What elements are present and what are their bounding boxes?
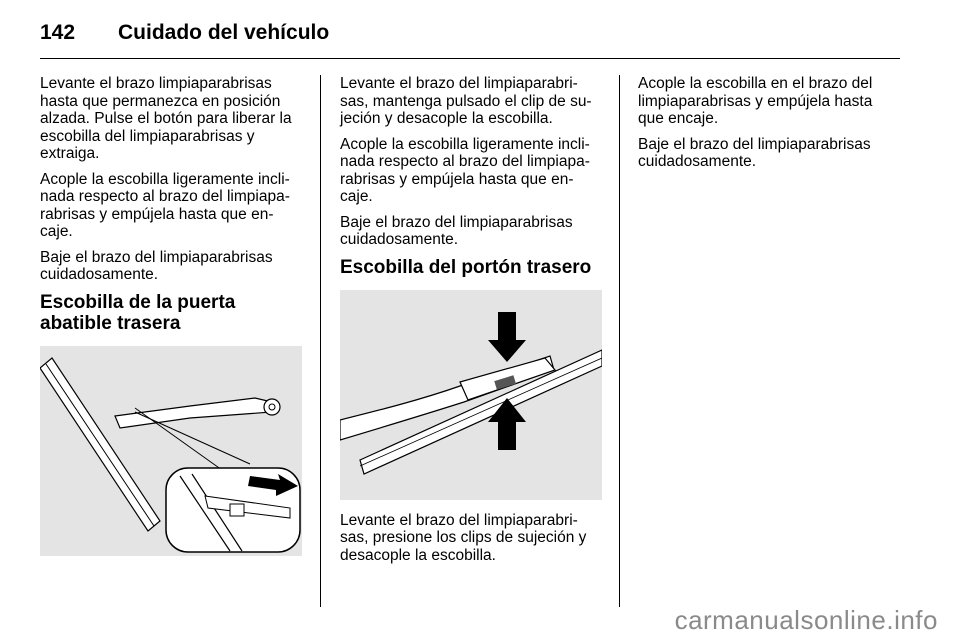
section-heading: Escobilla del portón trasero xyxy=(340,256,592,278)
paragraph: Levante el brazo del limpiaparabri-sas, presione los clips de sujeción y desacople la escobilla. xyxy=(340,511,587,564)
paragraph: Acople la escobilla en el brazo del limpiaparabrisas y empújela hasta que encaje. xyxy=(638,75,873,127)
paragraph: Acople la escobilla ligeramente incli-nada respecto al brazo del limpiapa-rabrisas y empújela hasta que en-caje. xyxy=(40,170,290,240)
page-header xyxy=(40,12,900,59)
paragraph: Levante el brazo limpiaparabrisas hasta que permanezca en posición alzada. Pulse el botón para liberar la escobilla del limpiaparabrisas y extraiga. xyxy=(40,75,292,162)
paragraph: Levante el brazo del limpiaparabri-sas, mantenga pulsado el clip de su-jeción y desacople la escobilla. xyxy=(340,75,592,127)
page-title: Cuidado del vehículo xyxy=(118,21,330,44)
wiper-release-illustration xyxy=(40,346,302,556)
section-heading: Escobilla de la puerta abatible trasera xyxy=(40,291,236,334)
paragraph: Baje el brazo del limpiaparabrisas cuidadosamente. xyxy=(40,248,273,283)
column-divider xyxy=(619,75,620,607)
column-middle xyxy=(340,75,606,572)
column-left xyxy=(40,75,306,568)
paragraph: Baje el brazo del limpiaparabrisas cuidadosamente. xyxy=(340,213,573,248)
watermark: carmanualsonline.info xyxy=(674,605,938,635)
column-right xyxy=(638,75,900,179)
paragraph: Baje el brazo del limpiaparabrisas cuidadosamente. xyxy=(638,135,871,170)
column-divider xyxy=(320,75,321,607)
paragraph: Acople la escobilla ligeramente incli-nada respecto al brazo del limpiapa-rabrisas y empújela hasta que en-caje. xyxy=(340,135,590,205)
rear-wiper-clip-illustration xyxy=(340,290,602,500)
page-number: 142 xyxy=(40,21,76,44)
